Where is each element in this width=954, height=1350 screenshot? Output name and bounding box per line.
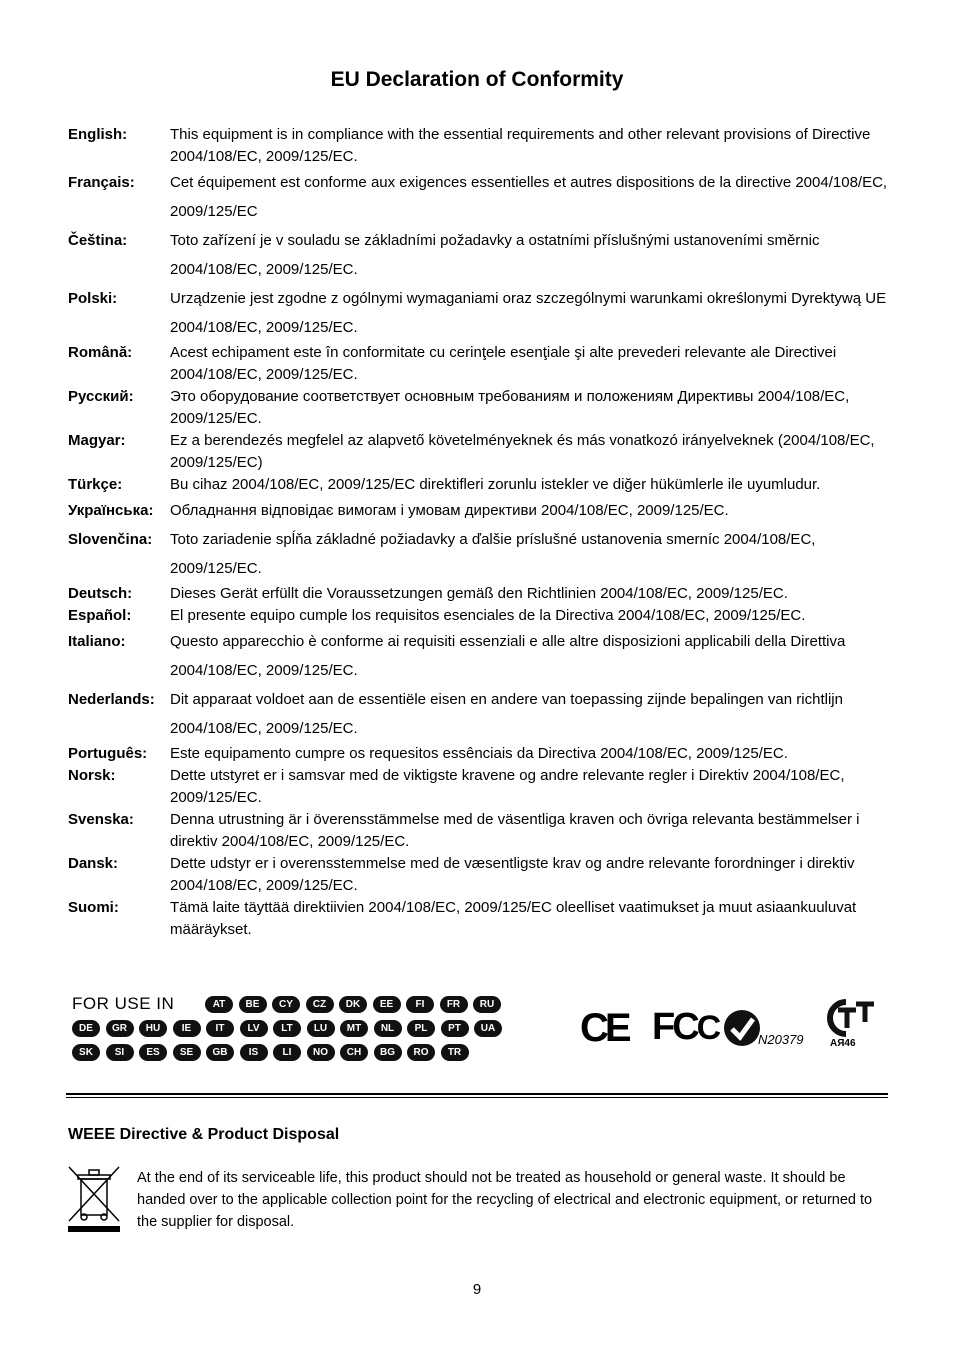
declaration-language: Polski: bbox=[68, 290, 118, 307]
declaration-row bbox=[68, 743, 888, 765]
certification-area bbox=[68, 992, 888, 1064]
declaration-text: Ez a berendezés megfelel az alapvető követelményeknek és más vonatkozó irányelveknek (2004/108/EC, 2009/125/EC) bbox=[170, 432, 875, 471]
certification-marks bbox=[578, 998, 888, 1060]
country-badge: AT bbox=[205, 996, 233, 1013]
country-badge: CY bbox=[272, 996, 300, 1013]
declaration-language: Čeština: bbox=[68, 232, 128, 249]
declaration-row bbox=[68, 474, 888, 496]
declaration-language: Svenska: bbox=[68, 811, 134, 828]
country-badge: IT bbox=[206, 1020, 234, 1037]
declaration-row bbox=[68, 226, 888, 284]
declaration-row bbox=[68, 342, 888, 386]
weee-text: At the end of its serviceable life, this product should not be treated as household or general waste. It should be handed over to the applicable collection point for the recycling of electrical and electronic equipment, or returned to the supplier for disposal. bbox=[137, 1170, 873, 1230]
declaration-language: Suomi: bbox=[68, 899, 119, 916]
ctick-code: N20379 bbox=[758, 1032, 804, 1047]
ce-mark-icon: CE bbox=[580, 1006, 628, 1050]
country-badge: BE bbox=[239, 996, 267, 1013]
gost-code: АЯ46 bbox=[830, 1038, 856, 1049]
declaration-text: Это оборудование соответствует основным требованиям и положениям Директивы 2004/108/EC, 2009/125/EC. bbox=[170, 388, 850, 427]
declaration-row bbox=[68, 168, 888, 226]
declaration-text: Denna utrustning är i överensstämmelse med de väsentliga kraven och övriga relevanta bestämmelser i direktiv 2004/108/EC, 2009/125/EC. bbox=[170, 811, 860, 850]
declaration-text: This equipment is in compliance with the essential requirements and other relevant provisions of Directive 2004/108/EC, 2009/125/EC. bbox=[170, 126, 871, 165]
country-badge: FI bbox=[406, 996, 434, 1013]
declaration-text: Dit apparaat voldoet aan de essentiële eisen en andere van toepassing zijnde bepalingen van richtlijn 2004/108/EC, 2009/125/EC. bbox=[170, 691, 843, 737]
country-badge: IE bbox=[173, 1020, 201, 1037]
declaration-row bbox=[68, 809, 888, 853]
country-badge: NL bbox=[374, 1020, 402, 1037]
crossed-bin-icon bbox=[67, 1165, 121, 1233]
declaration-language: Türkçe: bbox=[68, 476, 123, 493]
declaration-text: Обладнання відповідає вимогам і умовам директиви 2004/108/EC, 2009/125/EC. bbox=[170, 502, 729, 519]
declaration-text: Dette utstyret er i samsvar med de viktigste kravene og andre relevante regler i Direktiv 2004/108/EC, 2009/125/EC. bbox=[170, 767, 845, 806]
declaration-text: Este equipamento cumpre os requesitos essênciais da Directiva 2004/108/EC, 2009/125/EC. bbox=[170, 745, 788, 762]
country-badge: SI bbox=[106, 1044, 134, 1061]
country-badge: SE bbox=[173, 1044, 201, 1061]
country-badge: LT bbox=[273, 1020, 301, 1037]
declaration-text: Tämä laite täyttää direktiivien 2004/108/EC, 2009/125/EC oleelliset vaatimukset ja muut asiaankuuluvat määräykset. bbox=[170, 899, 857, 938]
declaration-row bbox=[68, 627, 888, 685]
declaration-text: Urządzenie jest zgodne z ogólnymi wymaganiami oraz szczególnymi warunkami określonymi Dyrektywą UE 2004/108/EC, 2009/125/EC. bbox=[170, 290, 887, 336]
country-badge: LV bbox=[240, 1020, 268, 1037]
declaration-list bbox=[68, 124, 888, 941]
declaration-text: Bu cihaz 2004/108/EC, 2009/125/EC direktifleri zorunlu istekler ve diğer hükümlerle ile uyumludur. bbox=[170, 476, 821, 493]
declaration-language: Русский: bbox=[68, 388, 134, 405]
declaration-language: Română: bbox=[68, 344, 133, 361]
gost-mark-icon bbox=[822, 998, 876, 1038]
page-title: EU Declaration of Conformity bbox=[330, 68, 624, 91]
country-badge: PT bbox=[441, 1020, 469, 1037]
country-badge: DE bbox=[72, 1020, 100, 1037]
country-badge: FR bbox=[440, 996, 468, 1013]
fcc-mark-text: FC bbox=[652, 1006, 697, 1048]
declaration-row bbox=[68, 685, 888, 743]
declaration-text: Questo apparecchio è conforme ai requisiti essenziali e alle altre disposizioni applicabili della Direttiva 2004/108/EC, 2009/125/EC. bbox=[170, 633, 846, 679]
declaration-language: Dansk: bbox=[68, 855, 119, 872]
country-badge: CH bbox=[340, 1044, 368, 1061]
country-badge: ES bbox=[139, 1044, 167, 1061]
declaration-text: Cet équipement est conforme aux exigences essentielles et autres dispositions de la directive 2004/108/EC, 2009/125/EC bbox=[170, 174, 888, 220]
country-badge: PL bbox=[407, 1020, 435, 1037]
declaration-language: Deutsch: bbox=[68, 585, 133, 602]
declaration-language: Italiano: bbox=[68, 633, 126, 650]
country-badge: NO bbox=[307, 1044, 335, 1061]
declaration-language: Magyar: bbox=[68, 432, 126, 449]
declaration-text: Toto zariadenie spĺňa základné požiadavky a ďalšie príslušné ustanovenia smerníc 2004/108/EC, 2009/125/EC. bbox=[170, 531, 816, 577]
page-number: 9 bbox=[472, 1281, 482, 1298]
declaration-language: English: bbox=[68, 126, 128, 143]
country-badge: CZ bbox=[306, 996, 334, 1013]
declaration-row bbox=[68, 386, 888, 430]
declaration-row bbox=[68, 430, 888, 474]
declaration-row bbox=[68, 525, 888, 583]
declaration-row bbox=[68, 284, 888, 342]
divider-rule bbox=[66, 1093, 888, 1095]
declaration-language: Українська: bbox=[68, 502, 154, 519]
declaration-text: Toto zařízení je v souladu se základními požadavky a ostatními příslušnými ustanoveními směrnic 2004/108/EC, 2009/125/EC. bbox=[170, 232, 820, 278]
declaration-language: Slovenčina: bbox=[68, 531, 153, 548]
declaration-row bbox=[68, 496, 888, 525]
declaration-row bbox=[68, 605, 888, 627]
country-badge: RO bbox=[407, 1044, 435, 1061]
for-use-in-label: FOR USE IN bbox=[72, 994, 175, 1013]
declaration-language: Français: bbox=[68, 174, 135, 191]
declaration-row bbox=[68, 853, 888, 897]
country-badge: DK bbox=[339, 996, 367, 1013]
declaration-row bbox=[68, 897, 888, 941]
declaration-text: Dette udstyr er i overensstemmelse med de væsentligste krav og andre relevante forordninger i direktiv 2004/108/EC, 2009/125/EC. bbox=[170, 855, 855, 894]
country-badge: SK bbox=[72, 1044, 100, 1061]
country-badge: TR bbox=[441, 1044, 469, 1061]
declaration-language: Nederlands: bbox=[68, 691, 155, 708]
declaration-language: Português: bbox=[68, 745, 148, 762]
country-badge: GB bbox=[206, 1044, 234, 1061]
country-badge: IS bbox=[240, 1044, 268, 1061]
country-badge: LI bbox=[273, 1044, 301, 1061]
declaration-text: Dieses Gerät erfüllt die Voraussetzungen gemäß den Richtlinien 2004/108/EC, 2009/125/EC. bbox=[170, 585, 788, 602]
declaration-language: Español: bbox=[68, 607, 132, 624]
ctick-mark-icon bbox=[722, 1008, 762, 1048]
declaration-text: Acest echipament este în conformitate cu cerinţele esenţiale şi alte prevederi relevante ale Directivei 2004/108/EC, 2009/125/EC. bbox=[170, 344, 837, 383]
country-badge: HU bbox=[139, 1020, 167, 1037]
declaration-language: Norsk: bbox=[68, 767, 116, 784]
declaration-text: El presente equipo cumple los requisitos esenciales de la Directiva 2004/108/EC, 2009/125/EC. bbox=[170, 607, 806, 624]
country-badge: RU bbox=[473, 996, 501, 1013]
declaration-row bbox=[68, 765, 888, 809]
country-badge: EE bbox=[373, 996, 401, 1013]
country-badge: MT bbox=[340, 1020, 368, 1037]
declaration-row bbox=[68, 124, 888, 168]
weee-title: WEEE Directive & Product Disposal bbox=[68, 1126, 340, 1143]
country-badge: BG bbox=[374, 1044, 402, 1061]
declaration-row bbox=[68, 583, 888, 605]
country-badge: GR bbox=[106, 1020, 134, 1037]
fcc-mark-icon: FCC bbox=[652, 1006, 719, 1048]
divider-rule-thin bbox=[66, 1097, 888, 1098]
country-badge: UA bbox=[474, 1020, 502, 1037]
country-badge: LU bbox=[307, 1020, 335, 1037]
